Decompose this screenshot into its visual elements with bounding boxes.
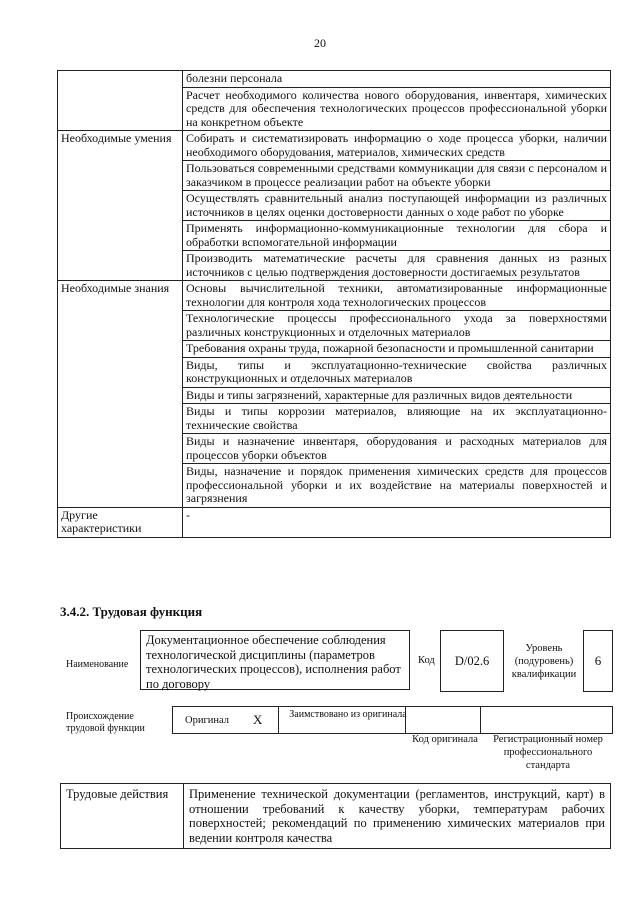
row-item: Виды, типы и эксплуатационно-технические свойства различных конструкционных и отделочных материалов: [183, 357, 611, 387]
function-code: D/02.6: [440, 630, 504, 692]
row-item: Виды и типы коррозии материалов, влияющие на их эксплуатационно-технические свойства: [183, 404, 611, 434]
page-number: 20: [314, 36, 326, 50]
row-item: Применять информационно-коммуникационные технологии для сбора и обработки вспомогательной информации: [183, 221, 611, 251]
row-item: Требования охраны труда, пожарной безопасности и промышленной санитарии: [183, 341, 611, 358]
row-item: Собирать и систематизировать информацию о ходе процесса уборки, наличии необходимого оборудования, материалов, химических средств: [183, 131, 611, 161]
table-row: [58, 131, 611, 161]
row-label: Необходимые знания: [58, 281, 183, 508]
code-original-caption: Код оригинала: [412, 734, 478, 745]
row-item: Пользоваться современными средствами коммуникации для связи с персоналом и заказчиком в процессе реализации работ на объекте уборки: [183, 161, 611, 191]
row-item: Виды и назначение инвентаря, оборудования и расходных материалов для процессов уборки объектов: [183, 434, 611, 464]
row-label: [58, 71, 183, 131]
actions-label: Трудовые действия: [61, 784, 184, 849]
level-label: Уровень (подуровень) квалификации: [511, 643, 577, 680]
row-label: Другие характеристики: [58, 507, 183, 537]
row-item: Расчет необходимого количества нового оборудования, инвентаря, химических средств для обеспечения технологических процессов профессиональной уборки на конкретном объекте: [183, 87, 611, 131]
qualification-level: 6: [583, 630, 613, 692]
row-label: Необходимые умения: [58, 131, 183, 281]
row-item: Технологические процессы профессионального ухода за поверхностями различных конструкционных и отделочных материалов: [183, 311, 611, 341]
reg-number-caption: Регистрационный номер профессионального стандарта: [493, 734, 603, 771]
borrowed-label: Заимствовано из оригинала: [289, 709, 407, 720]
table-row: [61, 784, 611, 849]
row-item: Виды, назначение и порядок применения химических средств для процессов профессиональной уборки и их воздействие на материалы поверхностей и загрязнения: [183, 464, 611, 508]
origin-row: [172, 706, 613, 734]
original-label: Оригинал: [185, 715, 229, 726]
section-title: 3.4.2. Трудовая функция: [60, 604, 203, 619]
function-name: Документационное обеспечение соблюдения технологической дисциплины (параметров технологических процессов), исполнения работ по договору: [140, 630, 410, 690]
original-mark: X: [253, 712, 263, 727]
table-row: [58, 507, 611, 537]
table-row: [58, 71, 611, 88]
row-item: Виды и типы загрязнений, характерные для различных видов деятельности: [183, 387, 611, 404]
name-label: Наименование: [66, 659, 129, 670]
row-item: Производить математические расчеты для сравнения данных из разных источников с целью подтверждения достоверности достигаемых результатов: [183, 251, 611, 281]
competency-table: [57, 70, 611, 538]
table-row: [58, 281, 611, 311]
code-label: Код: [418, 655, 435, 666]
actions-text: Применение технической документации (регламентов, инструкций, карт) в отношении требований к качеству уборки, температурам рабочих поверхностей; рекомендаций по применению химических материалов при ведении контроля качества: [184, 784, 611, 849]
actions-table: [60, 783, 611, 849]
row-item: болезни персонала: [183, 71, 611, 88]
row-item: -: [183, 507, 611, 537]
row-item: Осуществлять сравнительный анализ поступающей информации из различных источников в целях оценки достоверности данных о ходе работ по уборке: [183, 191, 611, 221]
origin-label: Происхождение трудовой функции: [66, 711, 145, 734]
row-item: Основы вычислительной техники, автоматизированные информационные технологии для контроля хода технологических процессов: [183, 281, 611, 311]
